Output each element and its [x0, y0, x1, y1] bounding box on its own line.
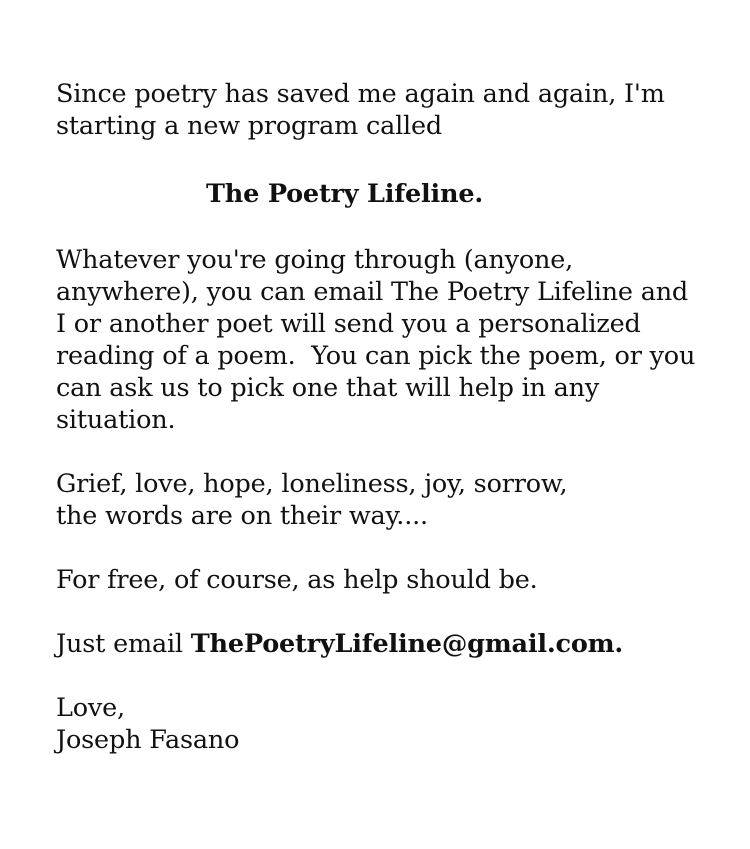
body-line-2: anywhere), you can email The Poetry Lifeline and — [56, 277, 689, 307]
contact-paragraph — [56, 628, 736, 660]
intro-paragraph — [56, 78, 736, 142]
letter — [56, 78, 736, 756]
free-paragraph — [56, 564, 736, 596]
signoff-closing: Love, — [56, 693, 125, 723]
body-line-6: situation. — [56, 405, 176, 435]
feelings-paragraph — [56, 468, 736, 532]
body-line-1: Whatever you're going through (anyone, — [56, 245, 574, 275]
contact-prefix: Just email — [56, 629, 191, 659]
intro-line-1: Since poetry has saved me again and again, I'm — [56, 79, 665, 109]
intro-line-2: starting a new program called — [56, 111, 443, 141]
signoff-paragraph — [56, 692, 736, 756]
body-line-3: I or another poet will send you a personalized — [56, 309, 641, 339]
body-line-5: can ask us to pick one that will help in any — [56, 373, 600, 403]
program-title: The Poetry Lifeline. — [206, 179, 484, 209]
body-paragraph — [56, 244, 736, 436]
free-line: For free, of course, as help should be. — [56, 565, 538, 595]
body-line-4: reading of a poem. You can pick the poem, or you — [56, 341, 696, 371]
feelings-line-2: the words are on their way.... — [56, 501, 428, 531]
feelings-line-1: Grief, love, hope, loneliness, joy, sorrow, — [56, 469, 568, 499]
signoff-name: Joseph Fasano — [56, 725, 240, 755]
contact-email[interactable]: ThePoetryLifeline@gmail.com. — [190, 629, 624, 659]
